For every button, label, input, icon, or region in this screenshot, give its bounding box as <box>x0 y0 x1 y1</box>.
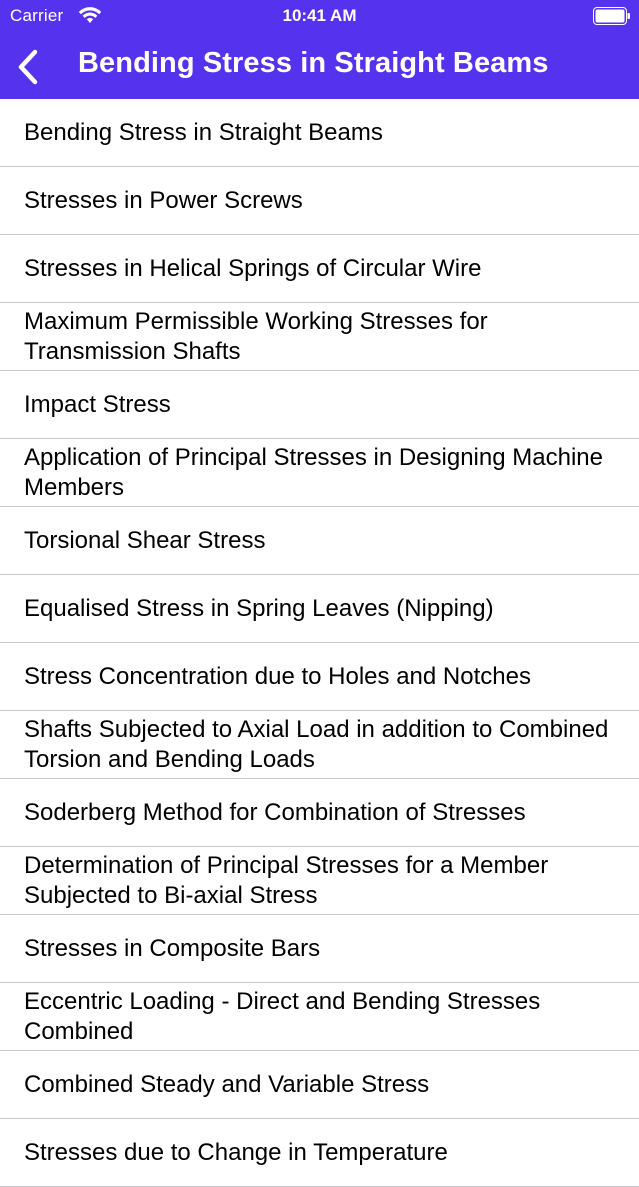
list-item[interactable] <box>0 235 639 303</box>
stress-topics-list <box>0 99 639 1187</box>
page-title: Bending Stress in Straight Beams <box>78 47 549 79</box>
list-item-label: Stresses in Power Screws <box>24 186 303 214</box>
list-item[interactable] <box>0 303 639 371</box>
list-item-label: Shafts Subjected to Axial Load in addition to Combined Torsion and Bending Loads <box>24 715 609 773</box>
top-bar <box>0 0 639 99</box>
list-item[interactable] <box>0 1119 639 1187</box>
list-item[interactable] <box>0 507 639 575</box>
list-item[interactable] <box>0 847 639 915</box>
status-time: 10:41 AM <box>282 6 357 25</box>
list-item-label: Stress Concentration due to Holes and Notches <box>24 662 531 690</box>
list-item-label: Stresses due to Change in Temperature <box>24 1138 448 1166</box>
list-item[interactable] <box>0 167 639 235</box>
list-item-label: Torsional Shear Stress <box>24 526 266 554</box>
list-item-label: Eccentric Loading - Direct and Bending Stresses Combined <box>24 987 541 1045</box>
list-item-label: Stresses in Helical Springs of Circular Wire <box>24 254 482 282</box>
list-item-label: Bending Stress in Straight Beams <box>24 118 383 146</box>
list-item-label: Maximum Permissible Working Stresses for Transmission Shafts <box>24 307 488 365</box>
navigation-bar <box>0 34 639 99</box>
list-item-label: Combined Steady and Variable Stress <box>24 1070 430 1098</box>
list-item[interactable] <box>0 983 639 1051</box>
list-item-label: Application of Principal Stresses in Designing Machine Members <box>24 443 603 501</box>
list-item-label: Equalised Stress in Spring Leaves (Nipping) <box>24 594 494 622</box>
list-item-label: Soderberg Method for Combination of Stresses <box>24 798 526 826</box>
list-item-label: Determination of Principal Stresses for a Member Subjected to Bi-axial Stress <box>24 851 549 909</box>
list-item[interactable] <box>0 1051 639 1119</box>
list-item-label: Impact Stress <box>24 390 171 418</box>
list-item-label: Stresses in Composite Bars <box>24 934 321 962</box>
list-item[interactable] <box>0 643 639 711</box>
carrier-label: Carrier <box>10 6 64 25</box>
list-item[interactable] <box>0 371 639 439</box>
battery-icon <box>593 7 631 25</box>
list-item[interactable] <box>0 439 639 507</box>
list-item[interactable] <box>0 711 639 779</box>
list-item[interactable] <box>0 99 639 167</box>
status-bar <box>0 0 639 34</box>
list-item[interactable] <box>0 575 639 643</box>
list-item[interactable] <box>0 915 639 983</box>
chevron-left-icon[interactable] <box>14 49 44 85</box>
list-item[interactable] <box>0 779 639 847</box>
